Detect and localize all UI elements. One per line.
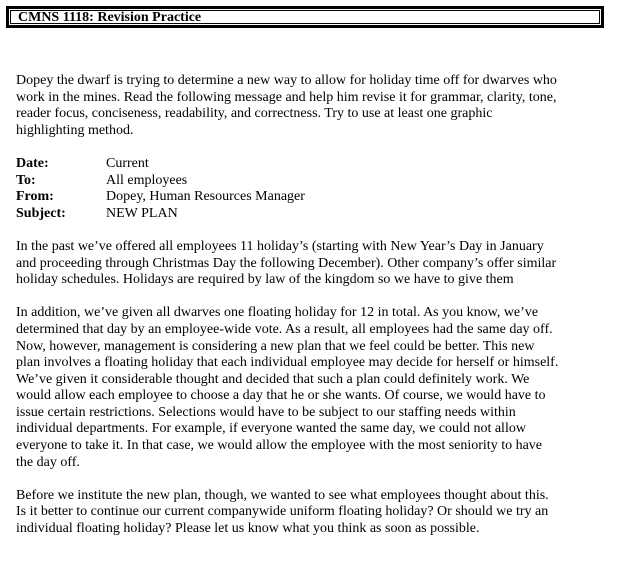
intro-line: reader focus, conciseness, readability, and correctness. Try to use at least one graphic <box>16 106 493 122</box>
memo-value: Dopey, Human Resources Manager <box>106 189 305 205</box>
body-line: In addition, we’ve given all dwarves one floating holiday for 12 in total. As you know, we’ve <box>16 305 539 321</box>
memo-row-to <box>16 173 616 190</box>
body-line: Before we institute the new plan, though, we wanted to see what employees thought about this. <box>16 487 549 503</box>
body-line: the day off. <box>16 454 80 470</box>
body-line: individual departments. For example, if everyone wanted the same day, we could not allow <box>16 421 526 437</box>
memo-row-from <box>16 189 616 206</box>
spacer <box>16 222 616 239</box>
body-paragraph-3 <box>16 488 616 538</box>
memo-value: Current <box>106 155 149 171</box>
body-line: In the past we’ve offered all employees 11 holiday’s (starting with New Year’s Day in January <box>16 238 544 254</box>
memo-label: Date: <box>16 155 49 171</box>
body-line: and proceeding through Christmas Day the following December). Other company’s offer similar <box>16 255 557 271</box>
spacer <box>16 471 616 488</box>
memo-value: All employees <box>106 172 188 188</box>
body-line: Now, however, management is considering a new plan that we feel could be better. This new <box>16 338 535 354</box>
intro-line: work in the mines. Read the following message and help him revise it for grammar, clarity, tone, <box>16 89 557 105</box>
body-line: issue certain restrictions. Selections would have to be subject to our staffing needs within <box>16 404 516 420</box>
memo-label: Subject: <box>16 205 66 221</box>
spacer <box>16 289 616 306</box>
intro-paragraph <box>16 73 616 139</box>
document-body <box>16 73 616 538</box>
memo-row-date <box>16 156 616 173</box>
body-line: holiday schedules. Holidays are required by law of the kingdom so we have to give them <box>16 272 514 288</box>
memo-header <box>16 156 616 222</box>
body-line: plan involves a floating holiday that each individual employee may decide for herself or himself. <box>16 355 559 371</box>
title-box <box>6 6 604 28</box>
body-paragraph-2 <box>16 305 616 471</box>
spacer <box>16 139 616 156</box>
body-line: individual floating holiday? Please let us know what you think as soon as possible. <box>16 521 480 537</box>
body-line: We’ve given it considerable thought and decided that such a plan could definitely work. We <box>16 371 530 387</box>
intro-line: Dopey the dwarf is trying to determine a new way to allow for holiday time off for dwarves who <box>16 73 557 88</box>
memo-value: NEW PLAN <box>106 205 178 221</box>
body-line: determined that day by an employee-wide vote. As a result, all employees had the same day off. <box>16 321 553 337</box>
memo-label: To: <box>16 172 36 188</box>
body-line: Is it better to continue our current companywide uniform floating holiday? Or should we try an <box>16 504 549 520</box>
memo-label: From: <box>16 189 54 205</box>
body-line: would allow each employee to choose a day that he or she wants. Of course, we would have to <box>16 388 546 404</box>
body-line: everyone to take it. In that case, we would allow the employee with the most seniority to have <box>16 438 543 454</box>
page-title: CMNS 1118: Revision Practice <box>10 10 600 24</box>
body-paragraph-1 <box>16 239 616 289</box>
memo-row-subject <box>16 206 616 223</box>
intro-line: highlighting method. <box>16 122 134 138</box>
